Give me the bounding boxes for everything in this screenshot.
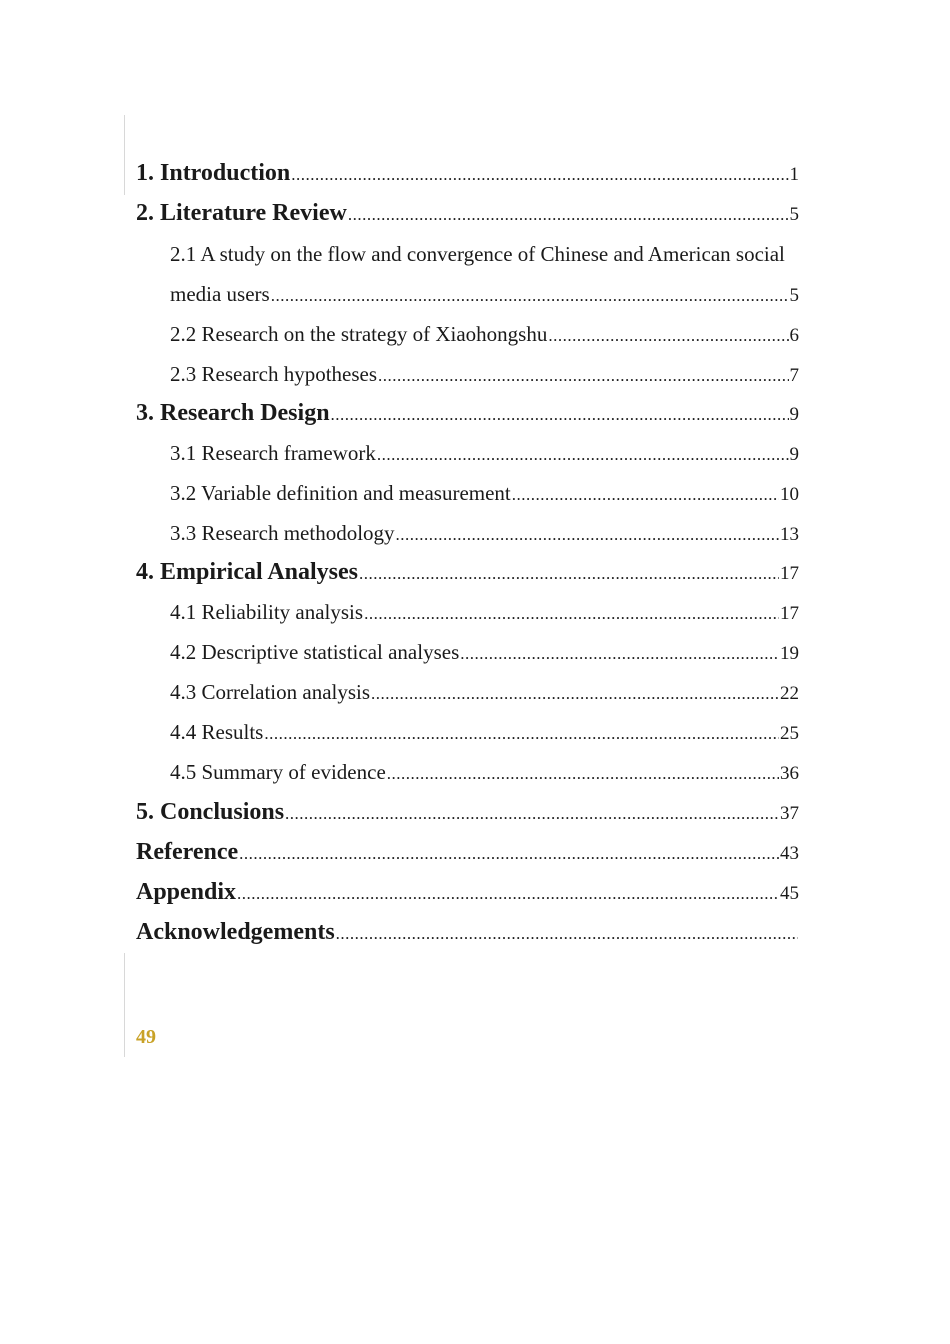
dot-leader: [359, 564, 779, 584]
dot-leader: [264, 724, 779, 744]
dot-leader: [364, 604, 779, 624]
toc-entry-research-design[interactable]: [136, 400, 799, 427]
toc-entry-title: 4.2 Descriptive statistical analyses: [170, 640, 460, 664]
toc-entry-title: 3.1 Research framework: [170, 441, 376, 465]
toc-entry-acknowledgements[interactable]: [136, 919, 799, 946]
dot-leader: [371, 684, 779, 704]
toc-entry-page: 43: [780, 843, 799, 864]
toc-entry-page: 10: [780, 484, 799, 505]
toc-entry-social-media-users[interactable]: [170, 282, 799, 307]
toc-entry-title: 4.5 Summary of evidence: [170, 760, 386, 784]
toc-entry-page: 45: [780, 883, 799, 904]
dot-leader: [378, 366, 788, 386]
toc-entry-title: 2.3 Research hypotheses: [170, 362, 378, 386]
toc-entry-page: 36: [780, 763, 799, 784]
toc-entry-page: 9: [789, 404, 799, 425]
toc-entry-page: 9: [789, 444, 799, 465]
toc-entry-descriptive-statistics[interactable]: [170, 640, 799, 665]
toc-entry-title: Reference: [136, 839, 239, 865]
dot-leader: [336, 924, 798, 944]
toc-entry-page: 19: [780, 643, 799, 664]
toc-entry-title: 4.1 Reliability analysis: [170, 600, 364, 624]
dot-leader: [331, 405, 789, 425]
toc-entry-title: 3.3 Research methodology: [170, 521, 395, 545]
toc-entry-reference[interactable]: [136, 839, 799, 866]
toc-entry-research-methodology[interactable]: [170, 521, 799, 546]
dot-leader: [348, 205, 789, 225]
dot-leader: [548, 326, 788, 346]
toc-entry-title: 3.2 Variable definition and measurement: [170, 481, 511, 505]
toc-entry-title: 2. Literature Review: [136, 200, 347, 226]
toc-entry-introduction[interactable]: [136, 160, 799, 187]
margin-line-bottom: [124, 953, 125, 1057]
toc-entry-variable-definition[interactable]: [170, 481, 799, 506]
dot-leader: [291, 165, 788, 185]
toc-entry-title: Appendix: [136, 879, 237, 905]
toc-entry-page: 1: [789, 164, 799, 185]
toc-entry-page: 17: [780, 563, 799, 584]
toc-entry-page: 5: [789, 204, 799, 225]
toc-entry-title: 5. Conclusions: [136, 799, 285, 825]
dot-leader: [387, 764, 779, 784]
toc-entry-conclusions[interactable]: [136, 799, 799, 826]
toc-entry-reliability-analysis[interactable]: [170, 600, 799, 625]
toc-entry-title: media users: [170, 282, 270, 306]
toc-entry-page: 17: [780, 603, 799, 624]
toc-entry-page: 7: [789, 365, 799, 386]
toc-entry-title: 2.2 Research on the strategy of Xiaohongshu: [170, 322, 548, 346]
toc-entry-page: 37: [780, 803, 799, 824]
toc-entry-title: 4. Empirical Analyses: [136, 559, 359, 585]
toc-entry-page: 13: [780, 524, 799, 545]
dot-leader: [460, 644, 779, 664]
toc-entry-summary-of-evidence[interactable]: [170, 760, 799, 785]
toc-entry-title: 1. Introduction: [136, 160, 291, 186]
dot-leader: [512, 485, 779, 505]
toc-entry-research-framework[interactable]: [170, 441, 799, 466]
dot-leader: [271, 286, 789, 306]
toc-entry-page: 5: [789, 285, 799, 306]
toc-entry-page: 25: [780, 723, 799, 744]
dot-leader: [396, 525, 779, 545]
toc-entry-correlation-analysis[interactable]: [170, 680, 799, 705]
toc-entry-empirical-analyses[interactable]: [136, 559, 799, 586]
dot-leader: [285, 804, 779, 824]
dot-leader: [377, 445, 789, 465]
toc-entry-page: 6: [789, 325, 799, 346]
toc-entry-title: Acknowledgements: [136, 919, 335, 945]
toc-entry-title: 4.4 Results: [170, 720, 264, 744]
dot-leader: [239, 844, 779, 864]
toc-entry-appendix[interactable]: [136, 879, 799, 906]
toc-entry-title: 3. Research Design: [136, 400, 330, 426]
toc-entry-results[interactable]: [170, 720, 799, 745]
toc-entry-title: 4.3 Correlation analysis: [170, 680, 371, 704]
toc-entry-literature-review[interactable]: [136, 200, 799, 227]
footer-page-number: 49: [136, 1026, 156, 1048]
toc-entry-page: 22: [780, 683, 799, 704]
margin-line-top: [124, 115, 125, 195]
toc-entry-research-hypotheses[interactable]: [170, 362, 799, 387]
dot-leader: [237, 884, 779, 904]
toc-entry-xiaohongshu-strategy[interactable]: [170, 322, 799, 347]
toc-entry-title-line1[interactable]: 2.1 A study on the flow and convergence of Chinese and American social: [170, 242, 785, 266]
